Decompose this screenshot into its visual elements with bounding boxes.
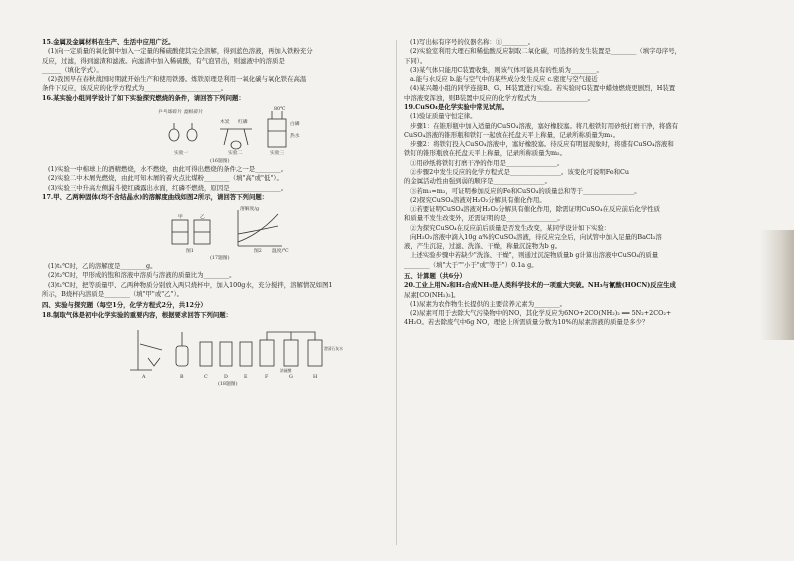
- q19-text: ________（填"大于""小于"或"等于"）0.1a g。: [404, 260, 538, 269]
- fig-label: G: [289, 374, 293, 380]
- q18-text: (3)某气体只能用C装置收集，则该气体可能具有的性质为________。: [410, 65, 603, 74]
- fig-label: 热水: [290, 133, 300, 139]
- q20-text: 4H₂O。若去除废气中6g NO，理论上所需质量分数为10%的尿素溶液的质量是多少？: [404, 318, 649, 327]
- fig-label: H: [313, 374, 318, 380]
- q19-text: 液，产生沉淀，过滤、洗涤、干燥，称量沉淀物为b g。: [404, 242, 562, 251]
- fig-label: B: [180, 374, 184, 380]
- fig-label: D: [224, 374, 228, 380]
- q16-text: (3)实验三中升高左侧漏斗使红磷露出水面，红磷不燃烧，原因是________________。: [48, 183, 288, 192]
- fig-label: 乙: [200, 215, 205, 221]
- fig-caption: (17题图): [210, 256, 230, 261]
- column-divider: [396, 40, 397, 545]
- q16-text: (2)实验二中木屑先燃烧，由此可知木屑的着火点比煤粉________（填"高"或"低"）。: [48, 174, 283, 183]
- q17-title: 17.甲、乙两种固体(均不含结晶水)的溶解度曲线如图2所示，请回答下列问题：: [42, 192, 269, 201]
- fig-label: 实验二: [228, 150, 243, 156]
- q15-text: ______（填化学式）。: [42, 65, 103, 74]
- section-4-heading: 四、实验与探究题（每空1分，化学方程式2分，共12分）: [42, 301, 207, 310]
- q19-text: 上述实验步骤中若缺少"洗涤、干燥"，则通过沉淀物质量b g计算出溶液中CuSO₄的质量: [410, 251, 659, 260]
- left-column: [42, 38, 390, 388]
- fig-label: 木炭: [220, 119, 230, 125]
- q19-text: ①若要证明CuSO₄溶液对H₂O₂分解具有催化作用，除需证明CuSO₄在反应前后化学性质: [410, 205, 661, 214]
- fig-label: 甲: [178, 215, 183, 221]
- q18-figure: [42, 322, 390, 386]
- q18-text: (1)写出标有序号的仪器名称：①________。: [410, 38, 535, 46]
- q20-text: 20.工业上用N₂和H₂合成NH₃是人类科学技术的一项重大突破。NH₃与氰酸(HOCN)反应生成: [404, 281, 676, 290]
- q19-text: 向H₂O₂溶液中滴入10g a%的CuSO₄溶液，待反应完全后，向试管中加入足量的BaCl₂溶: [410, 232, 662, 241]
- fig-label: 滤纸碎片: [184, 109, 204, 115]
- q19-text: 的金属活动性由强到弱的顺序是________________。: [404, 177, 551, 186]
- fig-label: 温度/℃: [272, 249, 289, 255]
- q18-text: (4)某兴趣小组的同学连接B、G、H装置进行实验。若实验时G装置中蜡烛燃烧更剧烈，H装置: [410, 84, 676, 93]
- q19-title: 19.CuSO₄是化学实验中常见试剂。: [404, 102, 509, 111]
- q19-text: 和质量不发生改变外，还需证明的是________________。: [404, 214, 564, 223]
- fig-label: 图1: [186, 249, 194, 255]
- q15-title: 15.金属及金属材料在生产、生活中应用广泛。: [42, 38, 175, 46]
- fig-label: 80℃: [274, 106, 286, 112]
- right-column: [404, 38, 752, 328]
- fig-caption: (18题图): [218, 381, 238, 386]
- q19-text: CuSO₄溶液的锥形瓶和铁钉一起放在托盘天平上称量，记录所称质量为m₁。: [404, 130, 620, 139]
- gas-apparatus-diagram: [42, 322, 390, 386]
- fig-label: 浓硫酸: [280, 367, 292, 373]
- page-binding-edge: [760, 230, 794, 340]
- fig-label: E: [244, 374, 248, 380]
- q17-text: 所示，B烧杯内溶质是________（填"甲"或"乙"）。: [42, 289, 184, 298]
- q19-text: ②步骤2中发生反应的化学方程式是________________。该变化可说明Fe和Cu: [410, 167, 630, 176]
- q15-text: (1)向一定质量的氧化铜中加入一定量的稀硫酸使其完全溶解，得到蓝色溶液，再加入铁粉充分: [48, 47, 313, 56]
- fig-label: F: [265, 374, 269, 380]
- q17-text: (3)t₁℃时，把等质量甲、乙两种物质分别放入两只烧杯中，加入100g水，充分搅拌，溶解情况如图1: [48, 280, 333, 289]
- q18-options: a.能与水反应 b.能与空气中的某些成分发生反应 c.密度与空气接近: [410, 75, 598, 84]
- fig-label: 乒乓球碎片: [158, 109, 182, 115]
- q19-text: ③若m₁=m₂，可证明参加反应的Fe和CuSO₄的质量总和等于________________。: [410, 186, 641, 195]
- q16-title: 16.某实验小组同学设计了如下实验探究燃烧的条件，请回答下列问题：: [42, 93, 245, 102]
- q19-text: 铁钉的锥形瓶放在托盘天平上称量，记录所称质量为m₂。: [404, 149, 566, 158]
- fig-label: 澄清石灰水: [324, 345, 343, 351]
- q18-text: (2)实验室利用大理石和稀盐酸反应制取二氧化碳，可选择的发生装置是________（填字母序号，: [410, 47, 682, 56]
- q16-text: (1)实验一中棉球上的酒精燃烧，水不燃烧，由此可得出燃烧的条件之一是________。: [48, 164, 288, 173]
- q17-text: (1)t₁℃时，乙的溶解度是________g。: [48, 262, 157, 271]
- q20-text: 尿素[CO(NH₂)₂]。: [404, 290, 460, 299]
- fig-label: 图2: [254, 249, 262, 255]
- q19-text: 步骤1：在锥形瓶中加入适量的CuSO₄溶液，塞好橡胶塞。将几根铁钉用砂纸打磨干净，将盛有: [410, 121, 679, 130]
- q19-text: (2)探究CuSO₄溶液对H₂O₂分解具有催化作用。: [410, 195, 546, 204]
- q19-text: (1)验证质量守恒定律。: [410, 112, 477, 121]
- q16-figure: [42, 105, 390, 163]
- fig-label: C: [204, 374, 208, 380]
- fig-label: 溶解度/g: [240, 207, 260, 213]
- q17-text: (2)t₂℃时，甲形成的饱和溶液中溶质与溶液的质量比为________。: [48, 271, 236, 280]
- combustion-experiment-diagram: [42, 105, 390, 163]
- fig-label: 实验一: [174, 150, 189, 156]
- q15-text: 反应，过滤，得到滤渣和滤液。向滤渣中加入稀硫酸，有气泡冒出，则滤液中的溶质是: [42, 56, 285, 65]
- q19-text: ②为探究CuSO₄在反应前后质量是否发生改变，某同学设计如下实验：: [410, 223, 611, 232]
- q19-text: 步骤2：将铁钉投入CuSO₄溶液中，塞好橡胶塞。待反应有明显现象时，将盛有CuSO₄溶液和: [410, 140, 674, 149]
- q19-text: ①用砂纸将铁钉打磨干净的作用是________________。: [410, 158, 564, 167]
- solubility-curve-diagram: [42, 204, 390, 260]
- q18-text: 下同）。: [404, 56, 427, 65]
- fig-label: A: [142, 374, 146, 380]
- q15-text: (2)我国早在春秋战国时期就开始生产和使用铁器。炼铁原理是利用一氧化碳与氧化铁在高温: [48, 75, 307, 84]
- fig-label: 红磷: [238, 119, 248, 125]
- section-5-heading: 五、计算题（共6分）: [404, 272, 466, 281]
- fig-label: 实验三: [270, 150, 285, 156]
- q20-text: (1)尿素为农作物生长提供的主要营养元素为________。: [410, 299, 567, 308]
- fig-label: 白磷: [290, 121, 300, 127]
- q20-text: (2)尿素可用于去除大气污染物中的NO，其化学反应为6NO+2CO(NH₂)₂ ══ 5N₂+2CO₂+: [410, 309, 672, 318]
- q18-title: 18.制取气体是初中化学实验的重要内容，根据要求回答下列问题：: [42, 310, 233, 319]
- q15-text: 条件下反应，该反应的化学方程式为________________________。: [42, 84, 228, 93]
- q17-figure: [42, 204, 390, 260]
- fig-caption: (16题图): [210, 158, 230, 163]
- q18-text: 中溶液变浑浊，则B装置中反应的化学方程式为________________。: [404, 93, 595, 102]
